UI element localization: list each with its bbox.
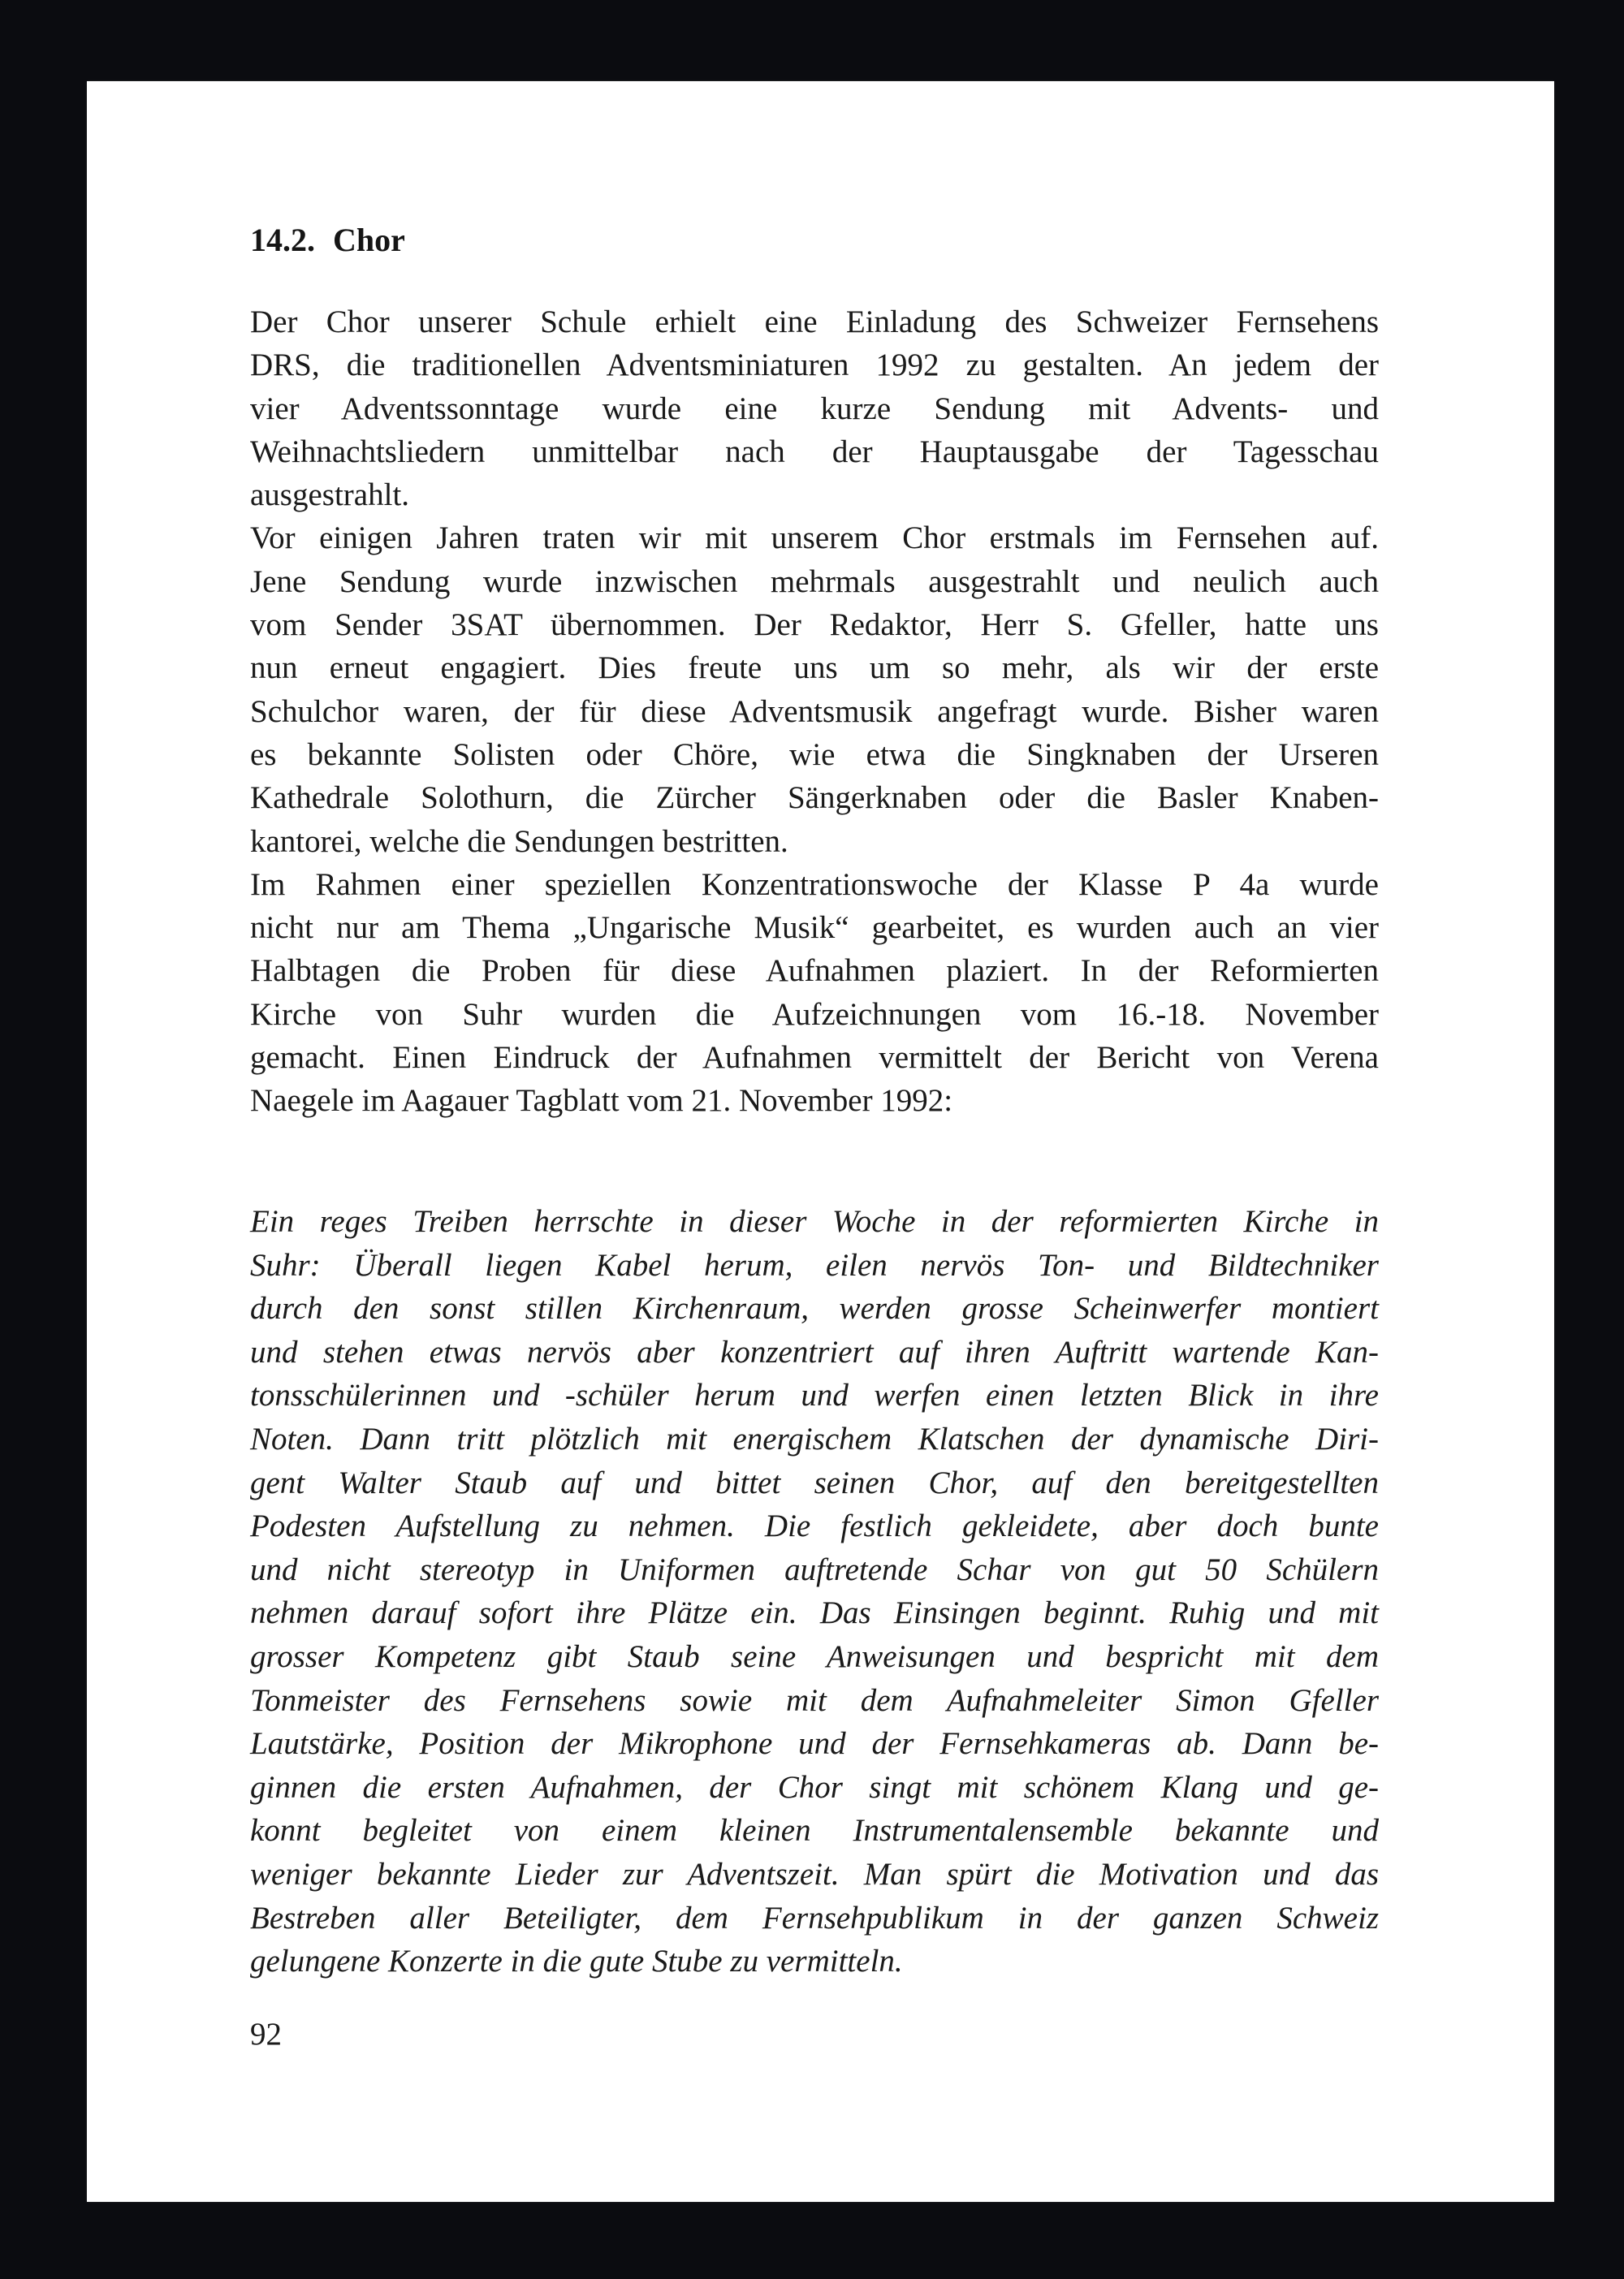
- quote-line: Lautstärke, Position der Mikrophone und der Fernsehkameras ab. Dann be-: [250, 1726, 1379, 1762]
- quote-line: nehmen darauf sofort ihre Plätze ein. Das Einsingen beginnt. Ruhig und mit: [250, 1595, 1379, 1631]
- quoted-article: [250, 1200, 1379, 1983]
- quote-line: weniger bekannte Lieder zur Adventszeit. Man spürt die Motivation und das: [250, 1856, 1379, 1892]
- body-line: DRS, die traditionellen Adventsminiaturen 1992 zu gestalten. An jedem der: [250, 347, 1379, 383]
- body-text: [250, 300, 1379, 1123]
- quote-line: gent Walter Staub auf und bittet seinen Chor, auf den bereitgestellten: [250, 1465, 1379, 1500]
- quote-line: tonsschülerinnen und -schüler herum und werfen einen letzten Blick in ihre: [250, 1378, 1379, 1414]
- quote-line: Suhr: Überall liegen Kabel herum, eilen nervös Ton- und Bildtechniker: [250, 1247, 1379, 1283]
- quote-line: Bestreben aller Beteiligter, dem Fernsehpublikum in der ganzen Schweiz: [250, 1900, 1379, 1936]
- body-line: kantorei, welche die Sendungen bestritten.: [250, 823, 788, 859]
- quote-line: Ein reges Treiben herrschte in dieser Woche in der reformierten Kirche in: [250, 1204, 1379, 1239]
- body-line: vier Adventssonntage wurde eine kurze Sendung mit Advents- und: [250, 391, 1379, 426]
- body-line: Jene Sendung wurde inzwischen mehrmals ausgestrahlt und neulich auch: [250, 563, 1379, 599]
- quote-line: Noten. Dann tritt plötzlich mit energischem Klatschen der dynamische Diri-: [250, 1421, 1379, 1457]
- body-line: ausgestrahlt.: [250, 477, 410, 513]
- body-line: es bekannte Solisten oder Chöre, wie etwa die Singknaben der Urseren: [250, 736, 1379, 772]
- body-line: Weihnachtsliedern unmittelbar nach der Hauptausgabe der Tagesschau: [250, 434, 1379, 469]
- quote-line: Tonmeister des Fernsehens sowie mit dem Aufnahmeleiter Simon Gfeller: [250, 1682, 1379, 1718]
- quote-line: grosser Kompetenz gibt Staub seine Anweisungen und bespricht mit dem: [250, 1638, 1379, 1674]
- section-number: 14.2.: [250, 222, 315, 258]
- section-heading: [250, 221, 405, 259]
- body-line: nun erneut engagiert. Dies freute uns um so mehr, als wir der erste: [250, 650, 1379, 686]
- body-line: vom Sender 3SAT übernommen. Der Redaktor, Herr S. Gfeller, hatte uns: [250, 607, 1379, 643]
- quote-line: ginnen die ersten Aufnahmen, der Chor singt mit schönem Klang und ge-: [250, 1769, 1379, 1805]
- quote-line: Podesten Aufstellung zu nehmen. Die festlich gekleidete, aber doch bunte: [250, 1509, 1379, 1544]
- quote-line: und nicht stereotyp in Uniformen auftretende Schar von gut 50 Schülern: [250, 1552, 1379, 1587]
- body-line: Der Chor unserer Schule erhielt eine Einladung des Schweizer Fernsehens: [250, 304, 1379, 339]
- quote-line: konnt begleitet von einem kleinen Instrumentalensemble bekannte und: [250, 1813, 1379, 1849]
- quote-line: gelungene Konzerte in die gute Stube zu vermitteln.: [250, 1944, 903, 1979]
- body-line: Im Rahmen einer speziellen Konzentrationswoche der Klasse P 4a wurde: [250, 866, 1379, 902]
- body-line: Kathedrale Solothurn, die Zürcher Sängerknaben oder die Basler Knaben-: [250, 780, 1379, 816]
- quote-line: und stehen etwas nervös aber konzentriert auf ihren Auftritt wartende Kan-: [250, 1334, 1379, 1370]
- body-line: Vor einigen Jahren traten wir mit unserem Chor erstmals im Fernsehen auf.: [250, 520, 1379, 556]
- body-line: gemacht. Einen Eindruck der Aufnahmen vermittelt der Bericht von Verena: [250, 1040, 1379, 1076]
- body-line: nicht nur am Thema „Ungarische Musik“ gearbeitet, es wurden auch an vier: [250, 910, 1379, 946]
- quote-line: durch den sonst stillen Kirchenraum, werden grosse Scheinwerfer montiert: [250, 1291, 1379, 1327]
- page-number: 92: [250, 2017, 282, 2052]
- body-line: Kirche von Suhr wurden die Aufzeichnungen vom 16.-18. November: [250, 996, 1379, 1032]
- body-line: Schulchor waren, der für diese Adventsmusik angefragt wurde. Bisher waren: [250, 693, 1379, 729]
- body-line: Naegele im Aagauer Tagblatt vom 21. November 1992:: [250, 1083, 953, 1119]
- body-line: Halbtagen die Proben für diese Aufnahmen plaziert. In der Reformierten: [250, 953, 1379, 989]
- section-title: Chor: [333, 222, 405, 258]
